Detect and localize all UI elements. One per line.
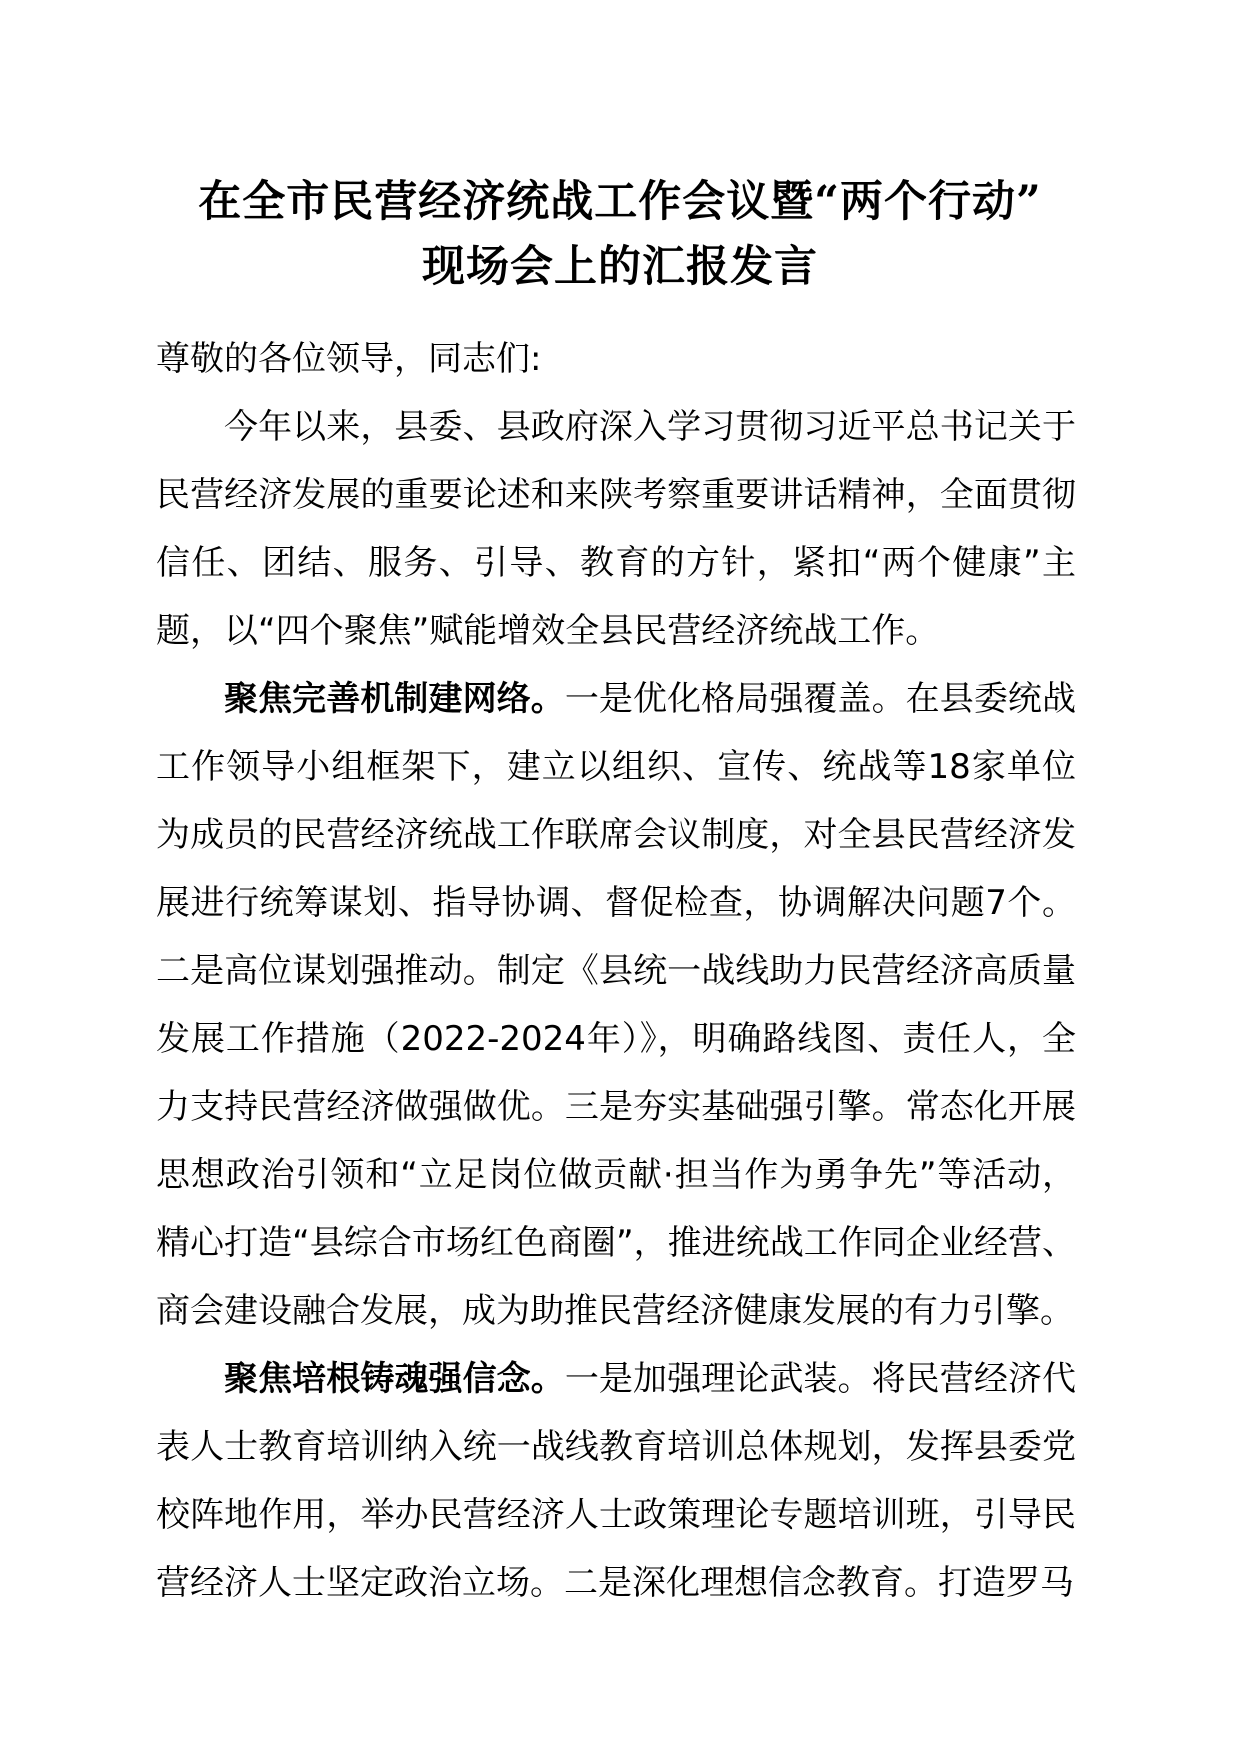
section-text-belief: 一是加强理论武装。将民营经济代表人士教育培训纳入统一战线教育培训总体规划，发挥县委党校阵地作用，举办民营经济人士政策理论专题培训班，引导民营经济人士坚定政治立场。二是深化理想信念教育。打造罗马 — [156, 1359, 1077, 1603]
section-heading-belief: 聚焦培根铸魂强信念。 — [224, 1359, 565, 1399]
intro-paragraph: 今年以来，县委、县政府深入学习贯彻习近平总书记关于民营经济发展的重要论述和来陕考察重要讲话精神，全面贯彻信任、团结、服务、引导、教育的方针，紧扣“两个健康”主题，以“四个聚焦”赋能增效全县民营经济统战工作。 — [156, 407, 1076, 651]
document-body — [156, 325, 1076, 1617]
title-line-1: 在全市民营经济统战工作会议暨“两个行动” — [198, 177, 1042, 227]
document-title — [140, 170, 1100, 300]
section-heading-mechanism: 聚焦完善机制建网络。 — [224, 679, 565, 719]
title-line-2: 现场会上的汇报发言 — [422, 242, 818, 292]
salutation: 尊敬的各位领导，同志们: — [156, 339, 542, 379]
section-text-mechanism: 一是优化格局强覆盖。在县委统战工作领导小组框架下，建立以组织、宣传、统战等18家单位为成员的民营经济统战工作联席会议制度，对全县民营经济发展进行统筹谋划、指导协调、督促检查，协调解决问题7个。二是高位谋划强推动。制定《县统一战线助力民营经济高质量发展工作措施（2022-2024年）》，明确路线图、责任人，全力支持民营经济做强做优。三是夯实基础强引擎。常态化开展思想政治引领和“立足岗位做贡献·担当作为勇争先”等活动，精心打造“县综合市场红色商圈”，推进统战工作同企业经营、商会建设融合发展，成为助推民营经济健康发展的有力引擎。 — [156, 679, 1077, 1331]
section-paragraph-mechanism — [156, 665, 1076, 1345]
section-paragraph-belief — [156, 1345, 1076, 1617]
